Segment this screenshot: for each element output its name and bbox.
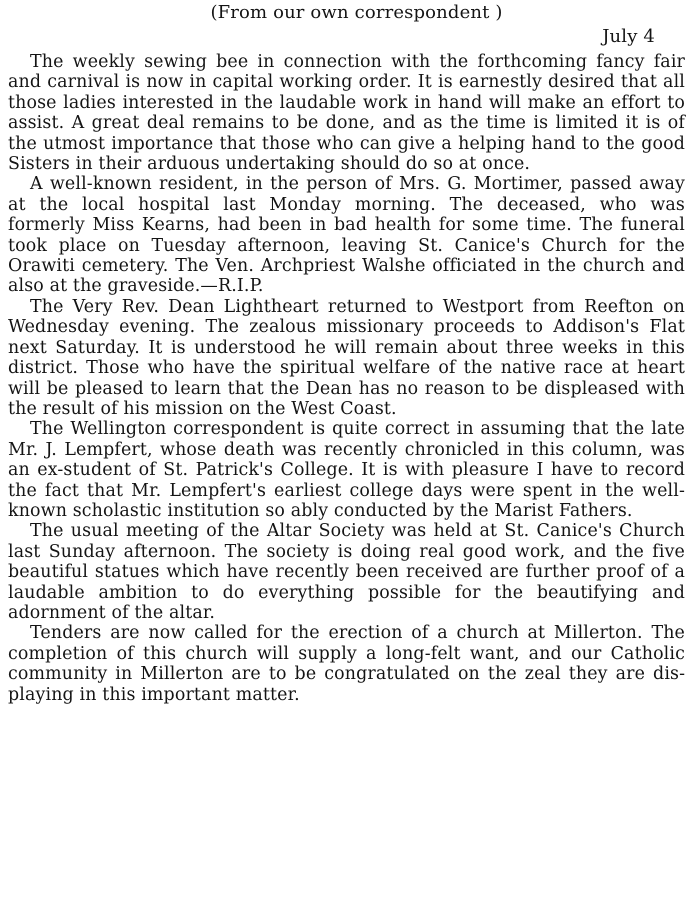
paragraph-dean-lightheart: The Very Rev. Dean Lightheart returned to Westport from Reefton on Wednesday evening. The zealous missionary proceeds to Addison's Flat next Saturday. It is understood he will remain about three weeks in this district. Those who have the spiritual welfare of the native race at heart will be pleased to learn that the Dean has no reason to be displeased with the result of his mission on the West Coast. (8, 296, 685, 419)
paragraph-lempfert: The Wellington correspondent is quite correct in assuming that the late Mr. J. Lempfert, whose death was recently chronicled in this column, was an ex-student of St. Patrick's College. It is with pleasure I have to record the fact that Mr. Lempfert's earliest college days were spent in the well-known scholastic institution so ably conducted by the Marist Fathers. (8, 419, 685, 521)
paragraph-mortimer-obituary: A well-known resident, in the person of Mrs. G. Mortimer, passed away at the local hospital last Monday morning. The deceased, who was formerly Miss Kearns, had been in bad health for some time. The funeral took place on Tuesday afternoon, leaving St. Canice's Church for the Orawiti cemetery. The Ven. Archpriest Walshe officiated in the church and also at the graveside.—R.I.P. (8, 174, 685, 297)
paragraph-sewing-bee: The weekly sewing bee in connection with the forthcoming fancy fair and carnival is now in capital working order. It is earnestly desired that all those ladies interested in the laudable work in hand will make an effort to assist. A great deal remains to be done, and as the time is limited it is of the utmost importance that those who can give a helping hand to the good Sisters in their arduous undertaking should do so at once. (8, 52, 685, 175)
dateline: July 4 (602, 26, 655, 47)
paragraph-altar-society: The usual meeting of the Altar Society was held at St. Canice's Church last Sunday afternoon. The society is doing real good work, and the five beautiful statues which have recently been received are further proof of a laudable ambition to do everything possible for the beautifying and adornment of the altar. (8, 521, 685, 623)
paragraph-millerton-church: Tenders are now called for the erection of a church at Millerton. The completion of this church will supply a long-felt want, and our Catholic community in Millerton are to be congratulated on the zeal they are displaying in this important matter. (8, 623, 685, 705)
byline: (From our own correspondent ) (210, 2, 503, 23)
